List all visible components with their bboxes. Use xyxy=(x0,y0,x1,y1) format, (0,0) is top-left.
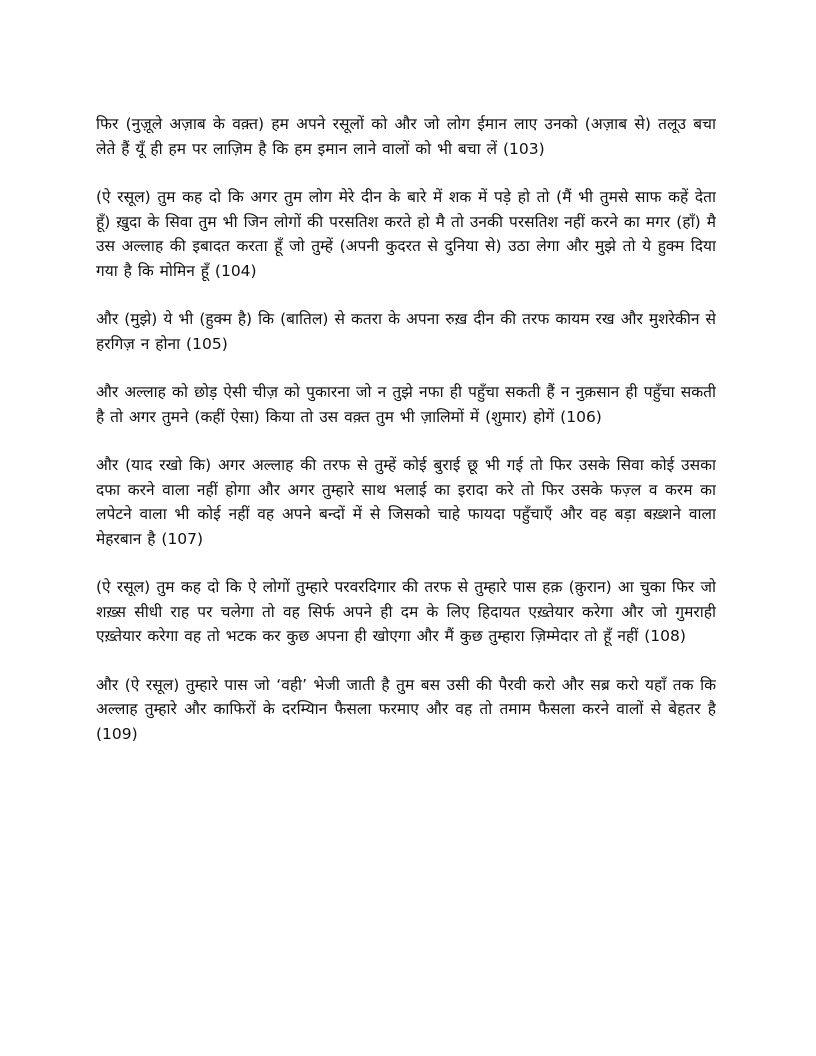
verse-paragraph-107: और (याद रखो कि) अगर अल्लाह की तरफ से तुम्हें कोई बुराई छू भी गई तो फिर उसके सिवा कोई उसका दफा करने वाला नहीं होगा और अगर तुम्हारे साथ भलाई का इरादा करे तो फिर उसके फज़्ल व करम का लपेटने वाला भी कोई नहीं वह अपने बन्दों में से जिसको चाहे फायदा पहुँचाएँ और वह बड़ा बख़्शने वाला मेहरबान है (107) xyxy=(96,456,716,548)
verse-paragraph-108: (ऐ रसूल) तुम कह दो कि ऐ लोगों तुम्हारे परवरदिगार की तरफ से तुम्हारे पास हक़ (क़ुरान) आ चुका फिर जो शख़्स सीधी राह पर चलेगा तो वह सिर्फ अपने ही दम के लिए हिदायत एख़्तेयार करेगा और जो गुमराही एख़्तेयार करेगा वह तो भटक कर कुछ अपना ही खोएगा और मैं कुछ तुम्हारा ज़िम्मेदार तो हूँ नहीं (108) xyxy=(96,578,716,645)
document-page xyxy=(96,112,716,1032)
verse-paragraph-104: (ऐ रसूल) तुम कह दो कि अगर तुम लोग मेरे दीन के बारे में शक में पड़े हो तो (मैं भी तुमसे साफ कहें देता हूँ) ख़ुदा के सिवा तुम भी जिन लोगों की परसतिश करते हो मै तो उनकी परसतिश नहीं करने का मगर (हाँ) मै उस अल्लाह की इबादत करता हूँ जो तुम्हें (अपनी कुदरत से दुनिया से) उठा लेगा और मुझे तो ये हुक्म दिया गया है कि मोमिन हूँ (104) xyxy=(96,188,716,280)
verse-paragraph-109: और (ऐ रसूल) तुम्हारे पास जो ‘वही’ भेजी जाती है तुम बस उसी की पैरवी करो और सब्र करो यहाँ तक कि अल्लाह तुम्हारे और काफिरों के दरम्यिान फैसला फरमाए और वह तो तमाम फैसला करने वालों से बेहतर है (109) xyxy=(96,675,716,743)
verse-paragraph-106: और अल्लाह को छोड़ ऐसी चीज़ को पुकारना जो न तुझे नफा ही पहुँचा सकती हैं न नुक़सान ही पहुँचा सकती है तो अगर तुमने (कहीं ऐसा) किया तो उस वक़्त तुम भी ज़ालिमों में (शुमार) होगें (106) xyxy=(96,383,716,426)
verse-paragraph-103: फिर (नुज़ूले अज़ाब के वक़्त) हम अपने रसूलों को और जो लोग ईमान लाए उनको (अज़ाब से) तलूउ बचा लेते हैं यूँ ही हम पर लाज़िम है कि हम इमान लाने वालों को भी बचा लें (103) xyxy=(96,115,716,158)
verse-paragraph-105: और (मुझे) ये भी (हुक्म है) कि (बातिल) से कतरा के अपना रुख़ दीन की तरफ कायम रख और मुशरेकीन से हरगिज़ न होना (105) xyxy=(96,310,716,353)
